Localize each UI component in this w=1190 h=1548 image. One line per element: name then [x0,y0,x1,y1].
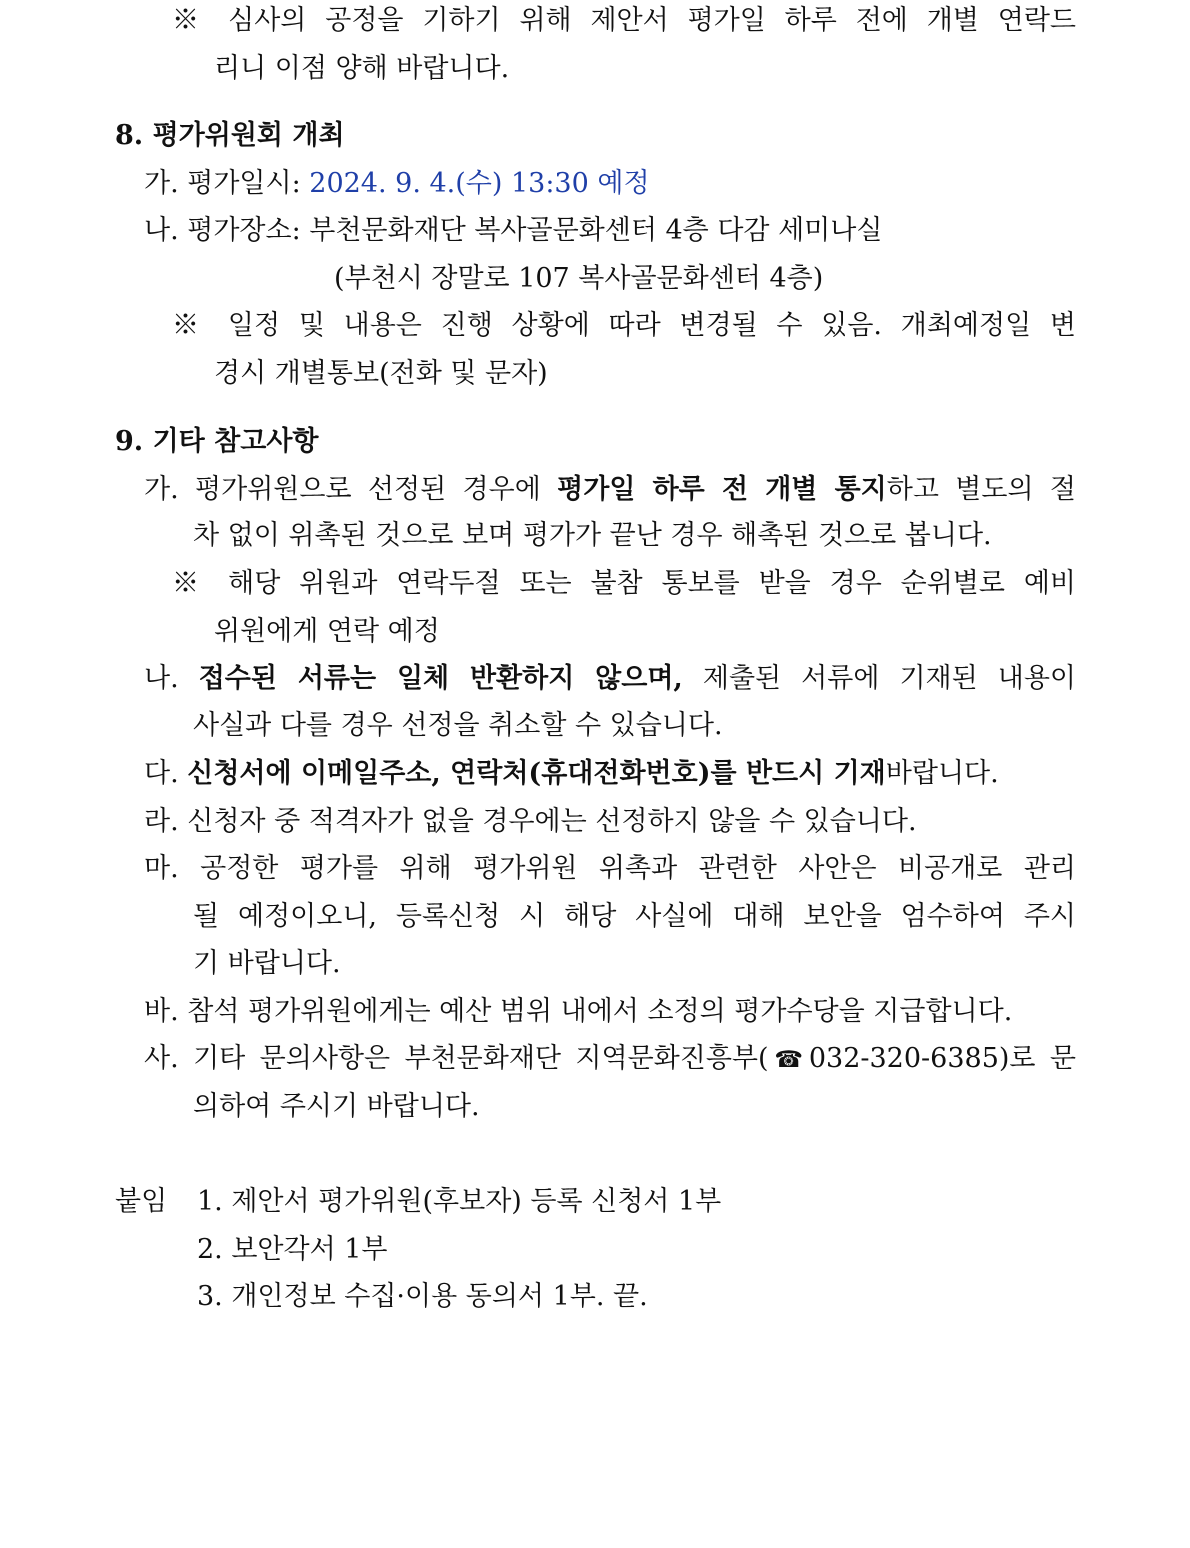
section9-ga-text-a: 가. 평가위원으로 선정된 경우에 [144,474,558,505]
section9-sa-line1 [144,1045,1076,1072]
section9-sa-text-a: 사. 기타 문의사항은 부천문화재단 지역문화진흥부( [144,1043,769,1074]
attachments-label: 붙임 [115,1186,168,1217]
section9-ra: 라. 신청자 중 적격자가 없을 경우에는 선정하지 않을 수 있습니다. [144,806,917,837]
section9-ma-line2: 될 예정이오니, 등록신청 시 해당 사실에 대해 보안을 엄수하여 주시 [193,901,1076,932]
section9-sa-line2: 의하여 주시기 바랍니다. [193,1091,480,1122]
section8-title: 8. 평가위원회 개최 [115,120,345,151]
section9-ga-note-line1: ※ 해당 위원과 연락두절 또는 불참 통보를 받을 경우 순위별로 예비 [172,568,1076,599]
section9-na-label: 나. [144,663,199,694]
section9-da [144,760,999,787]
attachment-item: 2. 보안각서 1부 [197,1234,388,1265]
section8-item-ga-label: 가. 평가일시: [144,168,310,199]
section8-item-ga [144,170,650,197]
section9-na-emphasis: 접수된 서류는 일체 반환하지 않으며, [198,663,683,694]
section8-item-na-line2: (부천시 장말로 107 복사골문화센터 4층) [334,263,824,294]
telephone-icon: ☎ [768,1047,809,1073]
note-top-line1: ※ 심사의 공정을 기하기 위해 제안서 평가일 하루 전에 개별 연락드 [172,5,1076,36]
section9-ga-emphasis: 평가일 하루 전 개별 통지 [557,474,887,505]
section9-ma-line1: 마. 공정한 평가를 위해 평가위원 위촉과 관련한 사안은 비공개로 관리 [144,853,1076,884]
section9-da-emphasis: 신청서에 이메일주소, 연락처(휴대전화번호)를 반드시 기재 [187,758,886,789]
section9-na-rest: 제출된 서류에 기재된 내용이 [682,663,1076,694]
section9-da-rest: 바랍니다. [885,758,999,789]
section9-da-label: 다. [144,758,188,789]
note-top-line2: 리니 이점 양해 바랍니다. [214,53,510,84]
section8-note-line1: ※ 일정 및 내용은 진행 상황에 따라 변경될 수 있음. 개최예정일 변 [172,310,1076,341]
section8-item-na-line1: 나. 평가장소: 부천문화재단 복사골문화센터 4층 다감 세미나실 [144,215,883,246]
section9-ga-note-line2: 위원에게 연락 예정 [214,616,440,647]
section9-ga-line2: 차 없이 위촉된 것으로 보며 평가가 끝난 경우 해촉된 것으로 봅니다. [193,520,992,551]
evaluation-datetime: 2024. 9. 4.(수) 13:30 예정 [309,168,650,199]
attachment-item: 3. 개인정보 수집·이용 동의서 1부. 끝. [197,1281,648,1312]
section9-na-line1 [144,665,1076,692]
section9-ga-line1 [144,476,1076,503]
contact-phone-number: 032-320-6385)로 문 [808,1043,1076,1074]
attachment-item: 1. 제안서 평가위원(후보자) 등록 신청서 1부 [197,1186,722,1217]
section9-ga-text-c: 하고 별도의 절 [886,474,1076,505]
section9-na-line2: 사실과 다를 경우 선정을 취소할 수 있습니다. [193,710,723,741]
section9-ma-line3: 기 바랍니다. [193,948,341,979]
section9-title: 9. 기타 참고사항 [115,426,319,457]
section8-note-line2: 경시 개별통보(전화 및 문자) [214,358,548,389]
section9-ba: 바. 참석 평가위원에게는 예산 범위 내에서 소정의 평가수당을 지급합니다. [144,996,1013,1027]
